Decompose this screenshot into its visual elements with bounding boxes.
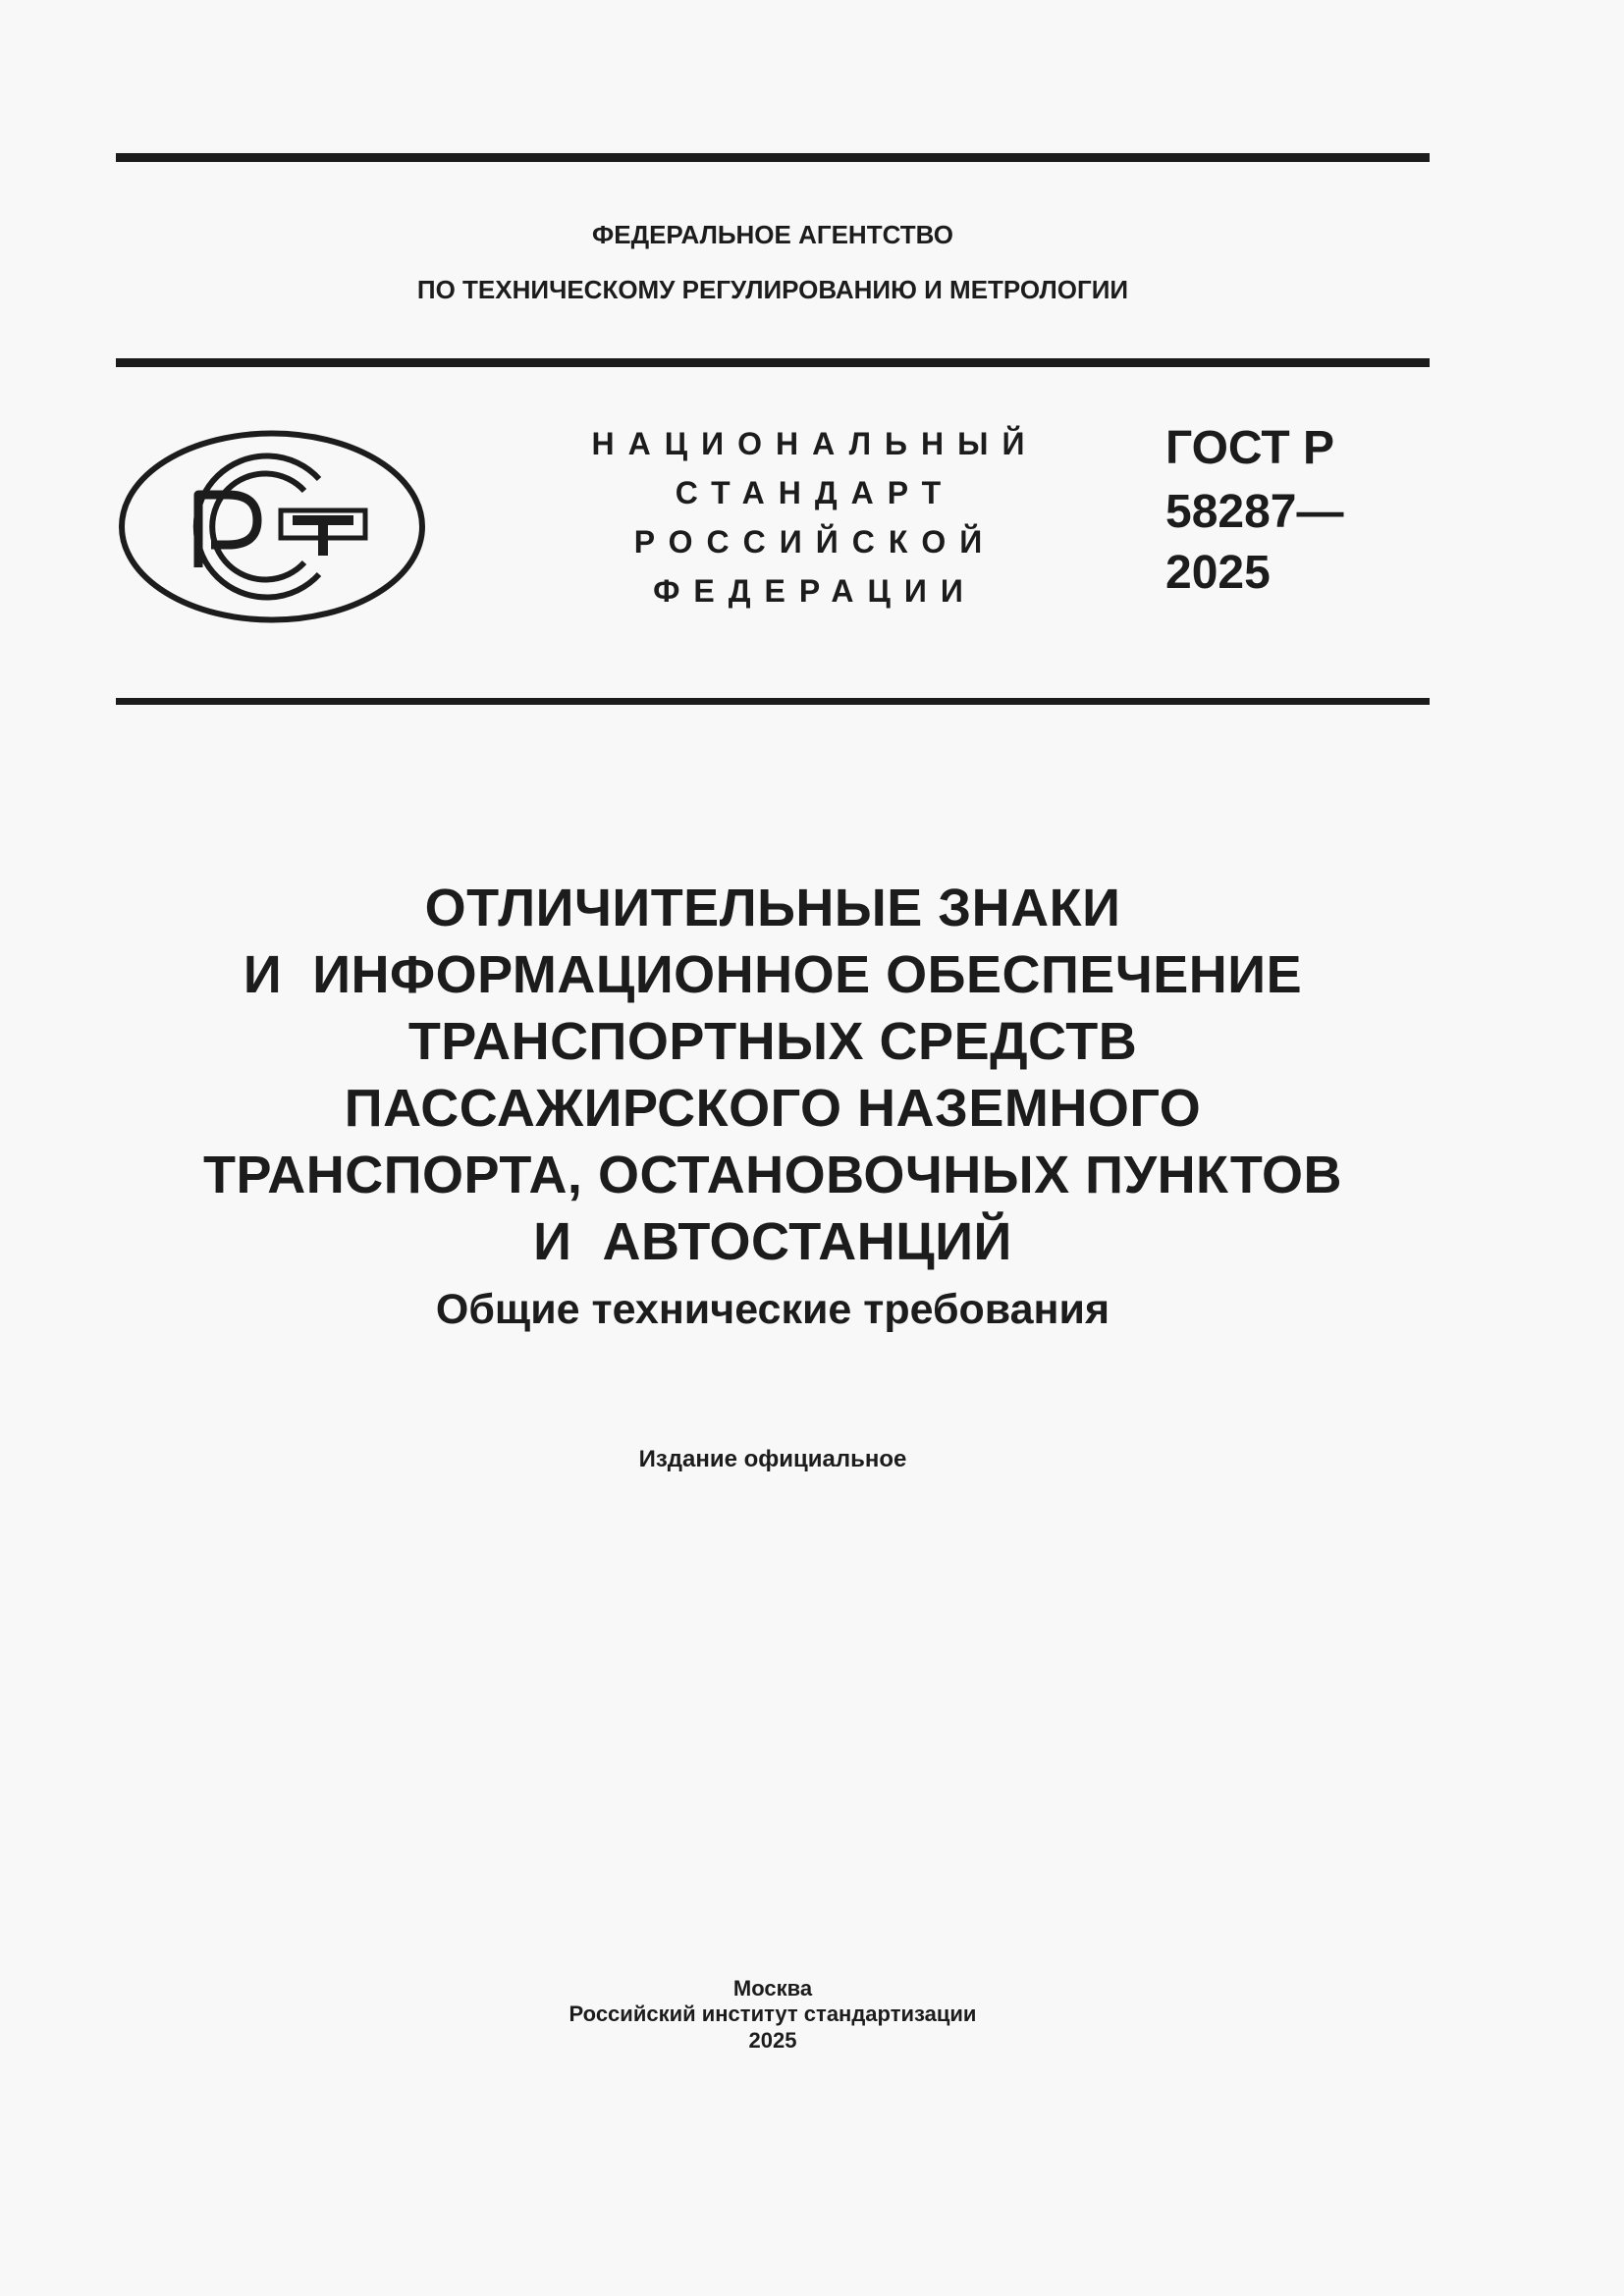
document-title-line-5: ТРАНСПОРТА, ОСТАНОВОЧНЫХ ПУНКТОВ [202,1146,1343,1204]
national-standard-line-4: ФЕДЕРАЦИИ [653,573,977,609]
agency-name-line-1: ФЕДЕРАЛЬНОЕ АГЕНТСТВО [592,220,953,249]
national-standard-line-2: СТАНДАРТ [675,475,955,510]
national-standard-line-1: НАЦИОНАЛЬНЫЙ [591,426,1039,461]
edition-note: Издание официальное [638,1446,907,1472]
imprint-publisher: Российский институт стандартизации [568,2002,977,2026]
document-title-line-4: ПАССАЖИРСКОГО НАЗЕМНОГО [344,1079,1202,1138]
document-title-line-6: И АВТОСТАНЦИЙ [533,1212,1012,1271]
top-rule [116,153,1430,162]
agency-name-line-2: ПО ТЕХНИЧЕСКОМУ РЕГУЛИРОВАНИЮ И МЕТРОЛОГИИ [416,275,1129,304]
standard-block-rule [116,698,1430,705]
header-rule [116,358,1430,367]
gost-designation-line-3: 2025 [1165,547,1271,599]
document-title-line-2: И ИНФОРМАЦИОННОЕ ОБЕСПЕЧЕНИЕ [243,945,1303,1004]
gost-designation-line-1: ГОСТ Р [1165,422,1335,474]
rst-certification-mark-icon [118,430,426,623]
document-title-line-1: ОТЛИЧИТЕЛЬНЫЕ ЗНАКИ [424,879,1121,937]
imprint-year: 2025 [748,2028,797,2053]
gost-designation-line-2: 58287— [1165,486,1344,538]
document-title-line-3: ТРАНСПОРТНЫХ СРЕДСТВ [407,1012,1138,1071]
national-standard-line-3: РОССИЙСКОЙ [633,524,997,560]
document-subtitle: Общие технические требования [435,1286,1110,1333]
imprint-city: Москва [732,1976,813,2001]
